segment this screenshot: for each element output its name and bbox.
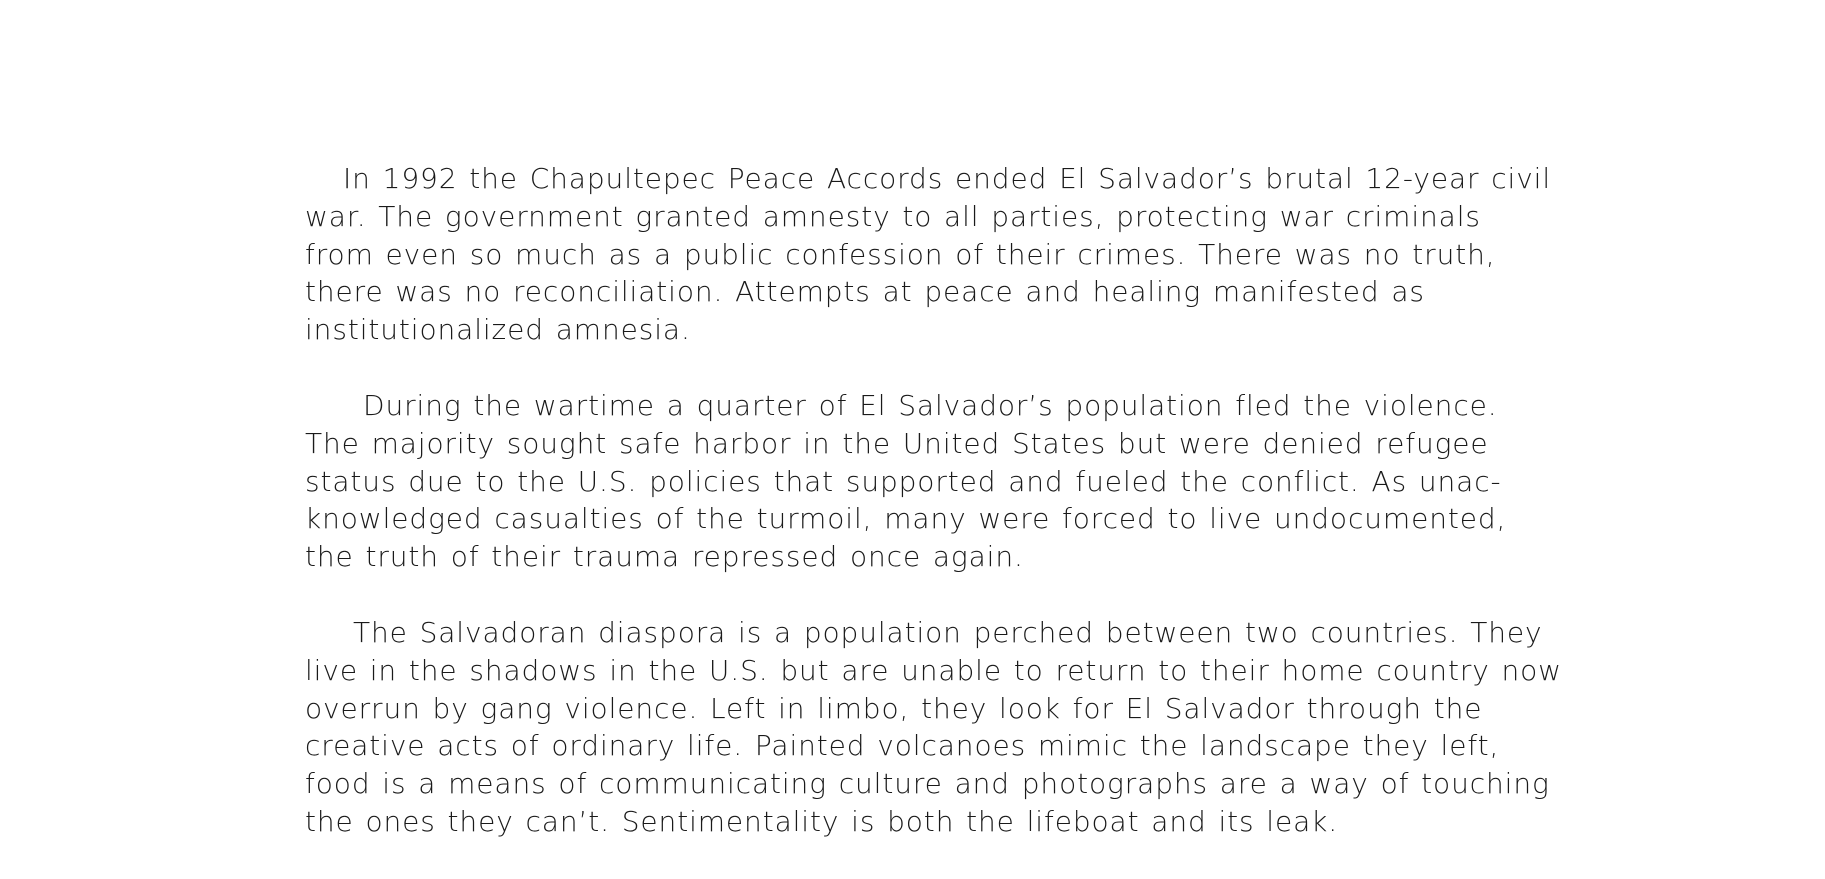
- paragraph-wartime: [305, 387, 1605, 576]
- text-line: In 1992 the Chapultepec Peace Accords ended El Salvador’s brutal 12-year civil: [343, 162, 1552, 195]
- text-line: creative acts of ordinary life. Painted volcanoes mimic the landscape they left,: [305, 729, 1500, 763]
- text-line: knowledged casualties of the turmoil, many were forced to live undocumented,: [305, 502, 1507, 536]
- paragraph-peace-accords: [305, 160, 1605, 349]
- text-line: the truth of their trauma repressed once again.: [305, 540, 1024, 574]
- text-line: live in the shadows in the U.S. but are unable to return to their home country now: [305, 653, 1562, 687]
- text-line: The majority sought safe harbor in the United States but were denied refugee: [305, 426, 1489, 460]
- text-line: there was no reconciliation. Attempts at peace and healing manifested as: [305, 275, 1425, 309]
- text-line: overrun by gang violence. Left in limbo, they look for El Salvador through the: [305, 691, 1483, 725]
- text-line: status due to the U.S. policies that supported and fueled the conflict. As unac-: [305, 464, 1502, 498]
- document-body: [305, 160, 1605, 879]
- text-line: war. The government granted amnesty to all parties, protecting war criminals: [305, 199, 1481, 233]
- text-line: institutionalized amnesia.: [305, 313, 691, 347]
- text-line: The Salvadoran diaspora is a population perched between two countries. They: [353, 615, 1543, 649]
- text-line: During the wartime a quarter of El Salvador’s population fled the violence.: [363, 388, 1498, 422]
- text-line: food is a means of communicating culture and photographs are a way of touching: [305, 767, 1550, 801]
- paragraph-diaspora: [305, 614, 1605, 841]
- text-line: from even so much as a public confession of their crimes. There was no truth,: [305, 237, 1496, 271]
- text-line: the ones they can’t. Sentimentality is both the lifeboat and its leak.: [305, 804, 1339, 838]
